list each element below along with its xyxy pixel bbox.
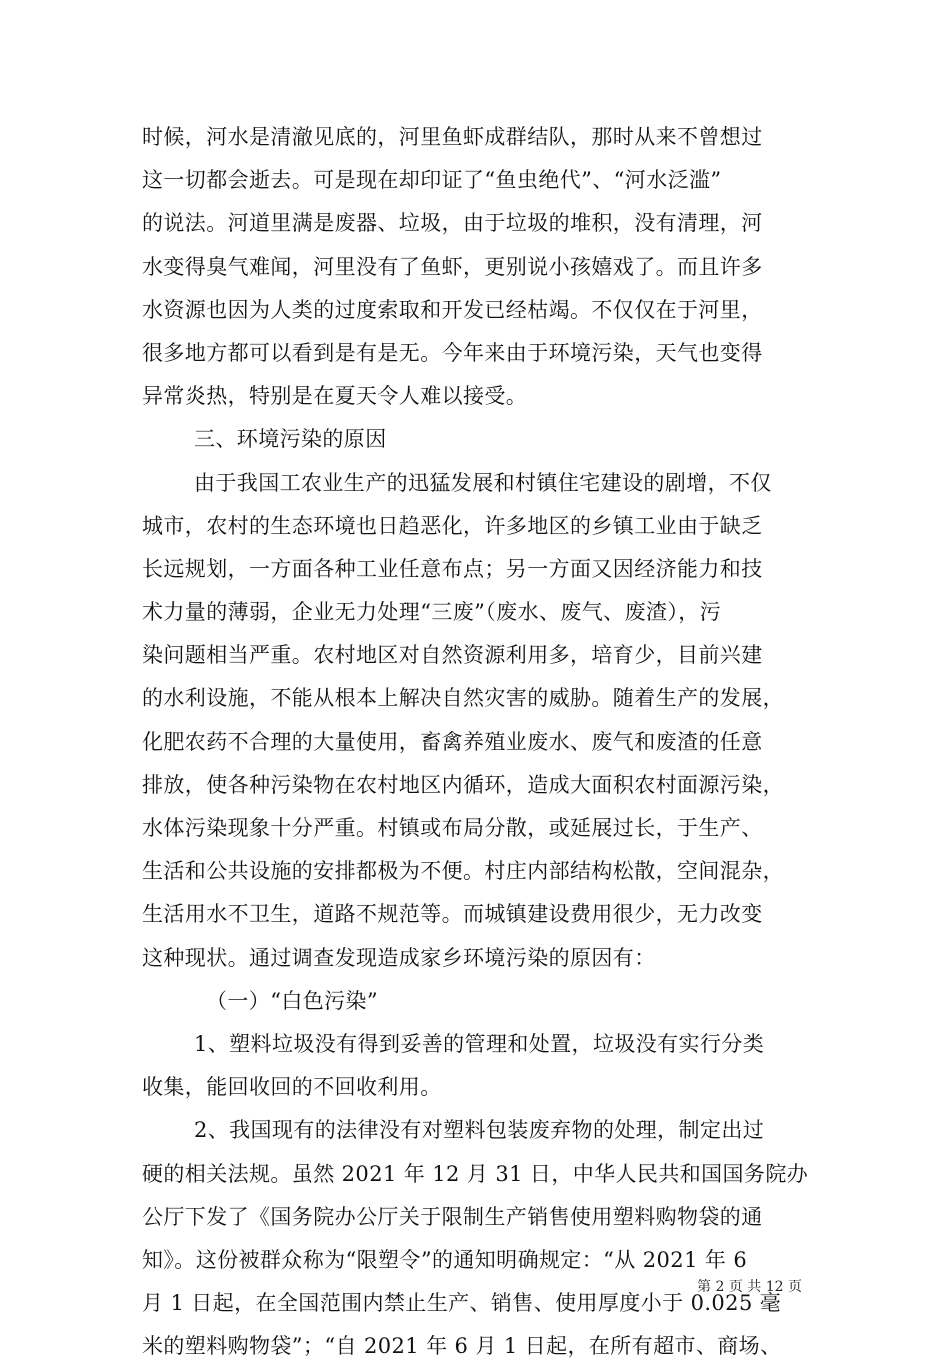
text-line: 染问题相当严重。农村地区对自然资源利用多，培育少，目前兴建: [142, 643, 763, 668]
text-line: 月 1 日起，在全国范围内禁止生产、销售、使用厚度小于 0.025 毫: [142, 1291, 782, 1316]
text-line: 生活和公共设施的安排都极为不便。村庄内部结构松散，空间混杂，: [142, 859, 784, 884]
text-line: 水体污染现象十分严重。村镇或布局分散，或延展过长，于生产、: [142, 816, 763, 840]
text-line: 异常炎热，特别是在夏天令人难以接受。: [142, 384, 528, 409]
text-line: 很多地方都可以看到是有是无。今年来由于环境污染，天气也变得: [142, 340, 763, 365]
text-line: 这一切都会逝去。可是现在却印证了“鱼虫绝代”、“河水泛滥”: [142, 168, 722, 193]
text-line: 知》。这份被群众称为“限塑令”的通知明确规定：“从 2021 年 6: [142, 1247, 748, 1272]
text-line: 术力量的薄弱，企业无力处理“三废”（废水、废气、废渣），污: [142, 600, 722, 625]
text-line: 这种现状。通过调查发现造成家乡环境污染的原因有：: [142, 945, 656, 970]
text-line: 公厅下发了《国务院办公厅关于限制生产销售使用塑料购物袋的通: [142, 1204, 763, 1229]
text-line: 由于我国工农业生产的迅猛发展和村镇住宅建设的剧增，不仅: [194, 470, 772, 495]
text-line: 城市，农村的生态环境也日趋恶化，许多地区的乡镇工业由于缺乏: [142, 513, 763, 538]
document-body: [142, 116, 810, 1368]
page-number: 第 2 页 共 12 页: [697, 1279, 802, 1295]
subsection-heading: （一）“白色污染”: [206, 988, 379, 1013]
text-line: 化肥农药不合理的大量使用，畜禽养殖业废水、废气和废渣的任意: [142, 729, 763, 754]
text-line: 时候，河水是清澈见底的，河里鱼虾成群结队，那时从来不曾想过: [142, 125, 763, 149]
text-line: 排放，使各种污染物在农村地区内循环，造成大面积农村面源污染，: [142, 772, 784, 797]
text-line: 的说法。河道里满是废器、垃圾，由于垃圾的堆积，没有清理，河: [142, 211, 763, 236]
text-line: 生活用水不卫生，道路不规范等。而城镇建设费用很少，无力改变: [142, 902, 763, 927]
text-line: 硬的相关法规。虽然 2021 年 12 月 31 日，中华人民共和国国务院办: [142, 1161, 809, 1186]
text-line: 水资源也因为人类的过度索取和开发已经枯竭。不仅仅在于河里，: [142, 297, 763, 322]
section-heading: 三、环境污染的原因: [194, 427, 387, 452]
text-line: 米的塑料购物袋”；“自 2021 年 6 月 1 日起，在所有超市、商场、: [142, 1334, 782, 1359]
text-line: 长远规划，一方面各种工业任意布点；另一方面又因经济能力和技: [142, 556, 763, 581]
text-line: 的水利设施，不能从根本上解决自然灾害的威胁。随着生产的发展，: [142, 686, 784, 711]
text-line: 2、我国现有的法律没有对塑料包装废弃物的处理，制定出过: [194, 1118, 765, 1143]
text-line: 1、塑料垃圾没有得到妥善的管理和处置，垃圾没有实行分类: [194, 1031, 765, 1056]
text-line: 水变得臭气难闻，河里没有了鱼虾，更别说小孩嬉戏了。而且许多: [142, 254, 763, 279]
text-line: 收集，能回收回的不回收利用。: [142, 1075, 442, 1100]
